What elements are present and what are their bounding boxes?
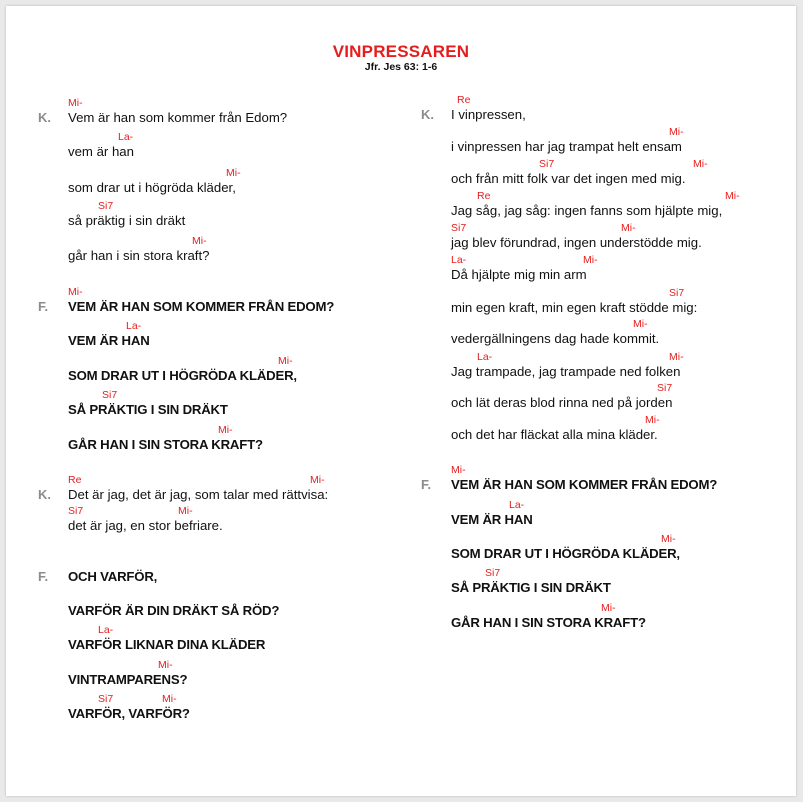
lyric-line: VEM ÄR HAN SOM KOMMER FRÅN EDOM? bbox=[451, 477, 718, 492]
chord-label: Mi- bbox=[278, 355, 293, 367]
chord-label: Mi- bbox=[68, 97, 83, 109]
lyric-line: VARFÖR, VARFÖR? bbox=[68, 706, 190, 721]
lyric-line: så präktig i sin dräkt bbox=[68, 213, 186, 228]
stanza-label: K. bbox=[38, 487, 51, 502]
lyric-line: min egen kraft, min egen kraft stödde mig: bbox=[451, 300, 698, 315]
chord-label: Si7 bbox=[539, 158, 555, 170]
chord-label: Mi- bbox=[162, 693, 177, 705]
chord-label: Mi- bbox=[669, 351, 684, 363]
chord-label: Mi- bbox=[218, 424, 233, 436]
lyric-line: VARFÖR LIKNAR DINA KLÄDER bbox=[68, 637, 266, 652]
lyric-line: det är jag, en stor befriare. bbox=[68, 518, 223, 533]
lyric-line: SOM DRAR UT I HÖGRÖDA KLÄDER, bbox=[451, 546, 680, 561]
stanza-label: K. bbox=[421, 107, 434, 122]
lyric-line: Då hjälpte mig min arm bbox=[451, 267, 587, 282]
lyric-line: jag blev förundrad, ingen understödde mig. bbox=[451, 235, 702, 250]
chord-label: Mi- bbox=[68, 286, 83, 298]
lyric-line: och från mitt folk var det ingen med mig. bbox=[451, 171, 686, 186]
chord-label: Mi- bbox=[669, 126, 684, 138]
lyric-line: Vem är han som kommer från Edom? bbox=[68, 110, 288, 125]
chord-label: Si7 bbox=[98, 200, 114, 212]
chord-label: La- bbox=[126, 320, 142, 332]
lyric-line: GÅR HAN I SIN STORA KRAFT? bbox=[68, 437, 263, 452]
lyric-line: SÅ PRÄKTIG I SIN DRÄKT bbox=[68, 402, 228, 417]
lyric-line: Jag såg, jag såg: ingen fanns som hjälpte mig, bbox=[451, 203, 723, 218]
chord-label: La- bbox=[98, 624, 114, 636]
lyric-line: Det är jag, det är jag, som talar med rättvisa: bbox=[68, 487, 329, 502]
chord-label: Re bbox=[68, 474, 82, 486]
document-page bbox=[6, 6, 796, 796]
chord-label: Mi- bbox=[601, 602, 616, 614]
chord-label: Mi- bbox=[451, 464, 466, 476]
lyric-line: GÅR HAN I SIN STORA KRAFT? bbox=[451, 615, 646, 630]
lyric-line: vedergällningens dag hade kommit. bbox=[451, 331, 660, 346]
lyric-line: som drar ut i högröda kläder, bbox=[68, 180, 236, 195]
song-reference: Jfr. Jes 63: 1-6 bbox=[364, 61, 438, 73]
chord-label: Si7 bbox=[657, 382, 673, 394]
chord-label: Mi- bbox=[192, 235, 207, 247]
lyric-line: I vinpressen, bbox=[451, 107, 526, 122]
lyric-line: vem är han bbox=[68, 144, 134, 159]
lyric-line: VEM ÄR HAN bbox=[68, 333, 150, 348]
lyric-line: Jag trampade, jag trampade ned folken bbox=[451, 364, 681, 379]
chord-label: Si7 bbox=[451, 222, 467, 234]
lyric-line: går han i sin stora kraft? bbox=[68, 248, 210, 263]
chord-label: Si7 bbox=[68, 505, 84, 517]
chord-label: La- bbox=[451, 254, 467, 266]
chord-label: Mi- bbox=[621, 222, 636, 234]
chord-label: Mi- bbox=[158, 659, 173, 671]
chord-label: Mi- bbox=[661, 533, 676, 545]
chord-label: Si7 bbox=[485, 567, 501, 579]
lyric-line: VEM ÄR HAN SOM KOMMER FRÅN EDOM? bbox=[68, 299, 335, 314]
chord-label: Mi- bbox=[633, 318, 648, 330]
chord-label: Si7 bbox=[98, 693, 114, 705]
chord-label: Mi- bbox=[693, 158, 708, 170]
stanza-label: F. bbox=[38, 299, 49, 314]
lyric-line: VEM ÄR HAN bbox=[451, 512, 533, 527]
lyric-line: och lät deras blod rinna ned på jorden bbox=[451, 395, 673, 410]
lyric-line: OCH VARFÖR, bbox=[68, 569, 158, 584]
chord-label: Mi- bbox=[645, 414, 660, 426]
lyric-line: SÅ PRÄKTIG I SIN DRÄKT bbox=[451, 580, 611, 595]
lyric-line: VARFÖR ÄR DIN DRÄKT SÅ RÖD? bbox=[68, 603, 280, 618]
stanza-label: F. bbox=[38, 569, 49, 584]
chord-label: La- bbox=[118, 131, 134, 143]
chord-label: Mi- bbox=[226, 167, 241, 179]
lyric-line: i vinpressen har jag trampat helt ensam bbox=[451, 139, 682, 154]
chord-label: Si7 bbox=[669, 287, 685, 299]
lyric-line: VINTRAMPARENS? bbox=[68, 672, 188, 687]
chord-label: Si7 bbox=[102, 389, 118, 401]
stanza-label: F. bbox=[421, 477, 432, 492]
chord-label: Re bbox=[457, 94, 471, 106]
chord-label: La- bbox=[477, 351, 493, 363]
song-title: VINPRESSAREN bbox=[332, 42, 470, 61]
chord-label: Mi- bbox=[725, 190, 740, 202]
chord-label: La- bbox=[509, 499, 525, 511]
stanza-label: K. bbox=[38, 110, 51, 125]
lyric-line: SOM DRAR UT I HÖGRÖDA KLÄDER, bbox=[68, 368, 297, 383]
chord-label: Mi- bbox=[178, 505, 193, 517]
chord-label: Mi- bbox=[583, 254, 598, 266]
lyric-line: och det har fläckat alla mina kläder. bbox=[451, 427, 658, 442]
chord-label: Mi- bbox=[310, 474, 325, 486]
chord-label: Re bbox=[477, 190, 491, 202]
